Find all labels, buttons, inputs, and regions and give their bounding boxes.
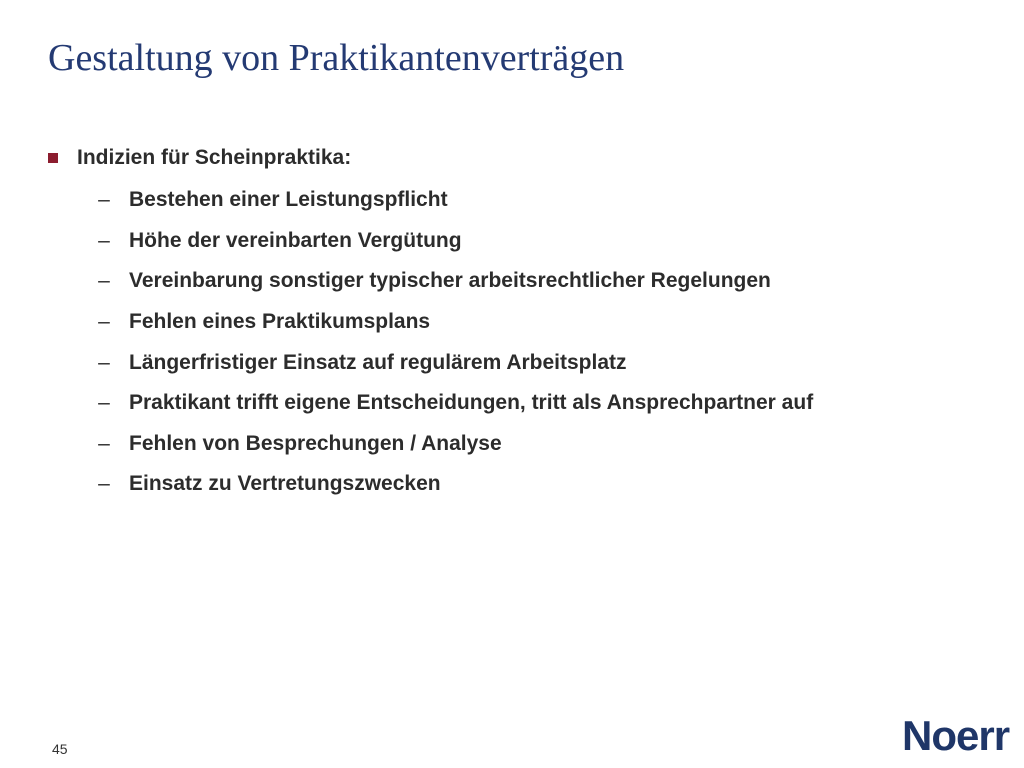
list-item-label: Fehlen eines Praktikumsplans (129, 310, 431, 334)
dash-icon: – (98, 350, 110, 374)
list-item-label: Längerfristiger Einsatz auf regulärem Arbeitsplatz (129, 350, 627, 374)
dash-icon: – (98, 391, 110, 415)
bullet-heading-label: Indizien für Scheinpraktika: (77, 146, 352, 169)
slide-title: Gestaltung von Praktikantenverträgen (48, 37, 625, 79)
list-item-label: Fehlen von Besprechungen / Analyse (129, 431, 502, 455)
list-item-label: Vereinbarung sonstiger typischer arbeitsrechtlicher Regelungen (129, 269, 771, 293)
list-item (48, 383, 984, 424)
list-item-label: Einsatz zu Vertretungszwecken (129, 472, 441, 496)
square-bullet-icon (48, 153, 58, 163)
dash-icon: – (98, 310, 110, 334)
list-item (48, 261, 984, 302)
list-item-label: Bestehen einer Leistungspflicht (129, 188, 448, 212)
bullet-heading (48, 140, 984, 176)
noerr-logo: Noerr (902, 712, 1010, 759)
list-item (48, 424, 984, 465)
list-item (48, 464, 984, 505)
list-item-label: Höhe der vereinbarten Vergütung (129, 228, 462, 252)
page-number: 45 (52, 741, 68, 757)
slide-content (48, 140, 984, 505)
dash-icon: – (98, 228, 110, 252)
list-item (48, 180, 984, 221)
list-item (48, 221, 984, 262)
dash-icon: – (98, 472, 110, 496)
sub-bullet-list (48, 180, 984, 505)
dash-icon: – (98, 431, 110, 455)
dash-icon: – (98, 269, 110, 293)
dash-icon: – (98, 188, 110, 212)
list-item (48, 302, 984, 343)
list-item (48, 342, 984, 383)
list-item-label: Praktikant trifft eigene Entscheidungen, tritt als Ansprechpartner auf (129, 391, 814, 415)
